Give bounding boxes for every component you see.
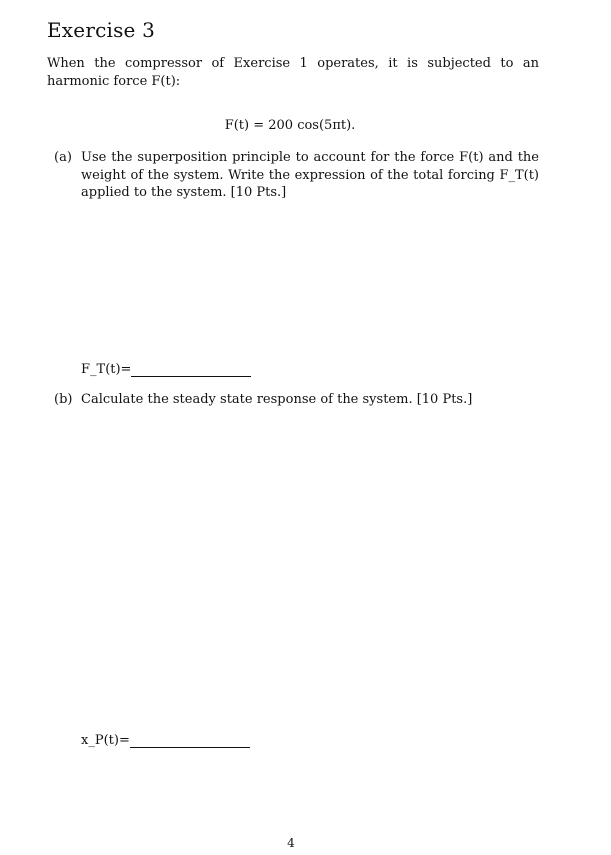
answer-b-blank	[130, 735, 250, 748]
part-b-text: Calculate the steady state response of the system. [10 Pts.]	[81, 392, 473, 407]
answer-a-blank	[131, 364, 251, 377]
exercise-title: Exercise 3	[47, 18, 156, 42]
page-number: 4	[287, 836, 295, 850]
intro-paragraph: When the compressor of Exercise 1 operates, it is subjected to an harmonic force F(t):	[47, 56, 539, 89]
answer-line-b	[81, 733, 250, 748]
part-b-label: (b)	[54, 392, 73, 407]
answer-line-a	[81, 362, 251, 377]
part-b	[54, 391, 539, 409]
part-a-label: (a)	[54, 150, 72, 165]
answer-b-prefix: x_P(t)=	[81, 733, 130, 748]
force-equation: F(t) = 200 cos(5πt).	[224, 118, 356, 133]
part-a-text: Use the superposition principle to account for the force F(t) and the weight of the system. Write the expression of the total forcing F_T(t) applied to the system. [10 Pts.]	[81, 150, 539, 200]
answer-a-prefix: F_T(t)=	[81, 362, 132, 377]
part-a	[54, 149, 539, 202]
